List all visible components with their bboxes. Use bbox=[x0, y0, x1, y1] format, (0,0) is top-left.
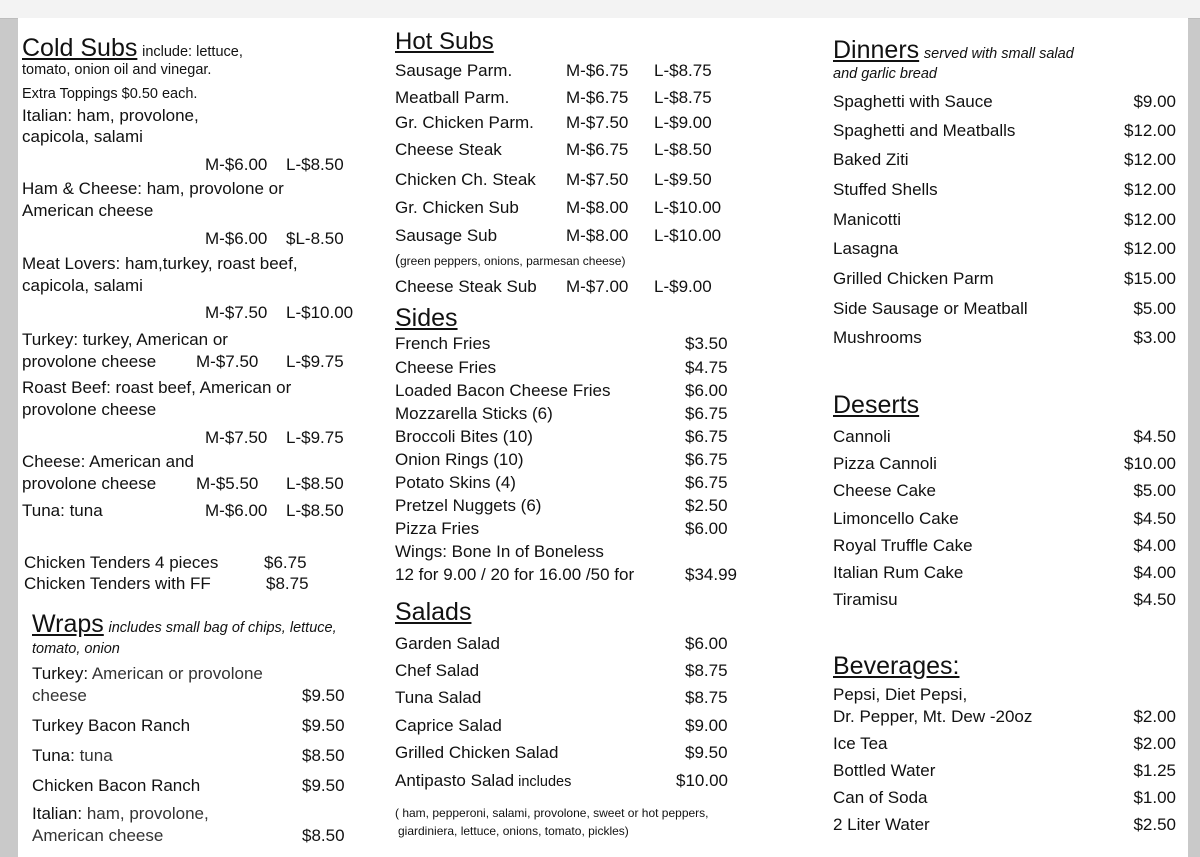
italian-wrap-name: Italian: bbox=[32, 804, 83, 823]
dinner-name: Side Sausage or Meatball bbox=[833, 299, 1028, 318]
tuna-wrap-desc: tuna bbox=[74, 746, 113, 765]
italian-medium-price: M-$6.00 bbox=[205, 155, 268, 174]
salad-price: $9.00 bbox=[685, 716, 728, 735]
dinner-price: $12.00 bbox=[1124, 180, 1176, 199]
sausage-note-paren: ( bbox=[395, 252, 400, 269]
italian-large-price: L-$8.50 bbox=[286, 155, 344, 174]
chicken-bacon-ranch-wrap: Chicken Bacon Ranch bbox=[32, 776, 201, 795]
cold-subs-note: include: lettuce, bbox=[142, 44, 243, 60]
hot-sub-name: Gr. Chicken Parm. bbox=[395, 113, 534, 132]
salad-name: Caprice Salad bbox=[395, 716, 502, 735]
hot-sub-large-price: L-$9.00 bbox=[654, 113, 712, 132]
hot-sub-medium-price: M-$7.50 bbox=[566, 113, 629, 132]
side-name: Mozzarella Sticks (6) bbox=[395, 404, 553, 423]
beverage-price: $1.25 bbox=[1133, 761, 1176, 780]
turkey-wrap-price: $9.50 bbox=[302, 686, 345, 705]
soda-20oz-line2: Dr. Pepper, Mt. Dew -20oz bbox=[833, 707, 1033, 726]
italian-desc-line1: Italian: ham, provolone, bbox=[22, 106, 199, 125]
turkey-wrap-line2: cheese bbox=[32, 686, 87, 705]
salad-price: $8.75 bbox=[685, 661, 728, 680]
beverage-name: Bottled Water bbox=[833, 761, 936, 780]
salad-name: Grilled Chicken Salad bbox=[395, 743, 559, 762]
antipasto-includes: includes bbox=[514, 774, 572, 790]
side-name: Onion Rings (10) bbox=[395, 450, 524, 469]
tuna-wrap-price: $8.50 bbox=[302, 746, 345, 765]
salad-name: Tuna Salad bbox=[395, 688, 482, 707]
dinner-name: Manicotti bbox=[833, 210, 902, 229]
hot-sub-large-price: L-$10.00 bbox=[654, 226, 722, 245]
roast-beef-desc-line1: Roast Beef: roast beef, American or bbox=[22, 378, 292, 397]
cold-subs-title: Cold Subs bbox=[22, 34, 138, 62]
salads-title: Salads bbox=[395, 598, 472, 626]
sides-title: Sides bbox=[395, 304, 458, 332]
ham-cheese-large-price: $L-8.50 bbox=[286, 229, 344, 248]
wraps-note: includes small bag of chips, lettuce, bbox=[108, 620, 337, 636]
beverage-name: Ice Tea bbox=[833, 734, 888, 753]
desert-price: $4.50 bbox=[1133, 509, 1176, 528]
ham-cheese-desc-line1: Ham & Cheese: ham, provolone or bbox=[22, 179, 284, 198]
tuna-sub-medium-price: M-$6.00 bbox=[205, 501, 268, 520]
dinner-name: Baked Ziti bbox=[833, 150, 909, 169]
side-price: $6.00 bbox=[685, 519, 728, 538]
hot-sub-large-price: L-$8.50 bbox=[654, 140, 712, 159]
cheese-sub-desc-line2: provolone cheese bbox=[22, 474, 157, 493]
hot-subs-title: Hot Subs bbox=[395, 28, 494, 55]
hot-sub-name: Gr. Chicken Sub bbox=[395, 198, 519, 217]
turkey-bacon-ranch-wrap: Turkey Bacon Ranch bbox=[32, 716, 191, 735]
desert-name: Cannoli bbox=[833, 427, 891, 446]
roast-beef-medium-price: M-$7.50 bbox=[205, 428, 268, 447]
soda-20oz-line1: Pepsi, Diet Pepsi, bbox=[833, 685, 968, 704]
side-name: Potato Skins (4) bbox=[395, 473, 516, 492]
hot-sub-large-price: L-$10.00 bbox=[654, 198, 722, 217]
meat-lovers-desc-line1: Meat Lovers: ham,turkey, roast beef, bbox=[22, 254, 298, 273]
chicken-tenders-4-price: $6.75 bbox=[264, 553, 307, 572]
dinner-name: Mushrooms bbox=[833, 328, 922, 347]
desert-name: Royal Truffle Cake bbox=[833, 536, 973, 555]
hot-sub-large-price: L-$9.00 bbox=[654, 277, 712, 296]
wraps-title: Wraps bbox=[32, 610, 104, 638]
deserts-title: Deserts bbox=[833, 391, 920, 419]
chicken-tenders-ff-label: Chicken Tenders with FF bbox=[24, 574, 211, 593]
italian-wrap-line2: American cheese bbox=[32, 826, 164, 845]
wings-label: Wings: Bone In of Boneless bbox=[395, 542, 604, 561]
antipasto-salad-name: Antipasto Salad bbox=[395, 771, 515, 790]
beverage-name: 2 Liter Water bbox=[833, 815, 930, 834]
salad-price: $9.50 bbox=[685, 743, 728, 762]
side-name: Broccoli Bites (10) bbox=[395, 427, 533, 446]
salad-name: Garden Salad bbox=[395, 634, 500, 653]
side-price: $4.75 bbox=[685, 358, 728, 377]
italian-desc-line2: capicola, salami bbox=[22, 127, 143, 146]
chicken-tenders-ff-price: $8.75 bbox=[266, 574, 309, 593]
hot-sub-medium-price: M-$8.00 bbox=[566, 226, 629, 245]
dinner-name: Grilled Chicken Parm bbox=[833, 269, 994, 288]
desert-price: $5.00 bbox=[1133, 481, 1176, 500]
dinner-name: Stuffed Shells bbox=[833, 180, 938, 199]
viewer-top-bar bbox=[0, 0, 1200, 19]
side-name: Loaded Bacon Cheese Fries bbox=[395, 381, 611, 400]
turkey-bacon-ranch-price: $9.50 bbox=[302, 716, 345, 735]
desert-name: Cheese Cake bbox=[833, 481, 937, 500]
salad-price: $8.75 bbox=[685, 688, 728, 707]
soda-20oz-price: $2.00 bbox=[1133, 707, 1176, 726]
meat-lovers-large-price: L-$10.00 bbox=[286, 303, 354, 322]
dinners-note: served with small salad bbox=[923, 46, 1074, 62]
dinner-price: $9.00 bbox=[1133, 92, 1176, 111]
dinner-price: $12.00 bbox=[1124, 150, 1176, 169]
side-price: $2.50 bbox=[685, 496, 728, 515]
side-price: $6.75 bbox=[685, 427, 728, 446]
hot-sub-name: Cheese Steak bbox=[395, 140, 502, 159]
sausage-note-text: green peppers, onions, parmesan cheese) bbox=[400, 254, 626, 268]
hot-sub-medium-price: M-$6.75 bbox=[566, 61, 629, 80]
hot-sub-large-price: L-$8.75 bbox=[654, 61, 712, 80]
turkey-wrap-name: Turkey: bbox=[32, 664, 89, 683]
wings-quantities: 12 for 9.00 / 20 for 16.00 /50 for bbox=[395, 565, 635, 584]
hot-sub-large-price: L-$9.50 bbox=[654, 170, 712, 189]
tuna-wrap-name: Tuna: bbox=[32, 746, 75, 765]
dinner-name: Lasagna bbox=[833, 239, 899, 258]
dinner-name: Spaghetti and Meatballs bbox=[833, 121, 1016, 140]
chicken-tenders-4-label: Chicken Tenders 4 pieces bbox=[24, 553, 219, 572]
italian-wrap-price: $8.50 bbox=[302, 826, 345, 845]
chicken-bacon-ranch-price: $9.50 bbox=[302, 776, 345, 795]
dinner-price: $12.00 bbox=[1124, 210, 1176, 229]
cheese-sub-large-price: L-$8.50 bbox=[286, 474, 344, 493]
turkey-wrap-desc: American or provolone bbox=[88, 664, 263, 683]
hot-sub-name: Cheese Steak Sub bbox=[395, 277, 537, 296]
desert-price: $4.00 bbox=[1133, 563, 1176, 582]
side-price: $6.75 bbox=[685, 404, 728, 423]
ham-cheese-desc-line2: American cheese bbox=[22, 201, 154, 220]
hot-sub-name: Sausage Parm. bbox=[395, 61, 513, 80]
extra-toppings-note: Extra Toppings $0.50 each. bbox=[22, 86, 198, 102]
side-price: $6.00 bbox=[685, 381, 728, 400]
cold-subs-note-line2: tomato, onion oil and vinegar. bbox=[22, 62, 212, 78]
meat-lovers-medium-price: M-$7.50 bbox=[205, 303, 268, 322]
desert-name: Tiramisu bbox=[833, 590, 898, 609]
hot-sub-name: Sausage Sub bbox=[395, 226, 498, 245]
hot-sub-medium-price: M-$6.75 bbox=[566, 140, 629, 159]
cheese-sub-desc-line1: Cheese: American and bbox=[22, 452, 194, 471]
hot-sub-medium-price: M-$7.50 bbox=[566, 170, 629, 189]
beverages-title: Beverages: bbox=[833, 652, 960, 680]
beverage-name: Can of Soda bbox=[833, 788, 928, 807]
side-price: $3.50 bbox=[685, 334, 728, 353]
tuna-wrap-line bbox=[32, 746, 113, 766]
dinners-note-line2: and garlic bread bbox=[833, 66, 937, 82]
tuna-sub-large-price: L-$8.50 bbox=[286, 501, 344, 520]
roast-beef-large-price: L-$9.75 bbox=[286, 428, 344, 447]
menu-page bbox=[18, 18, 1188, 857]
desert-price: $4.00 bbox=[1133, 536, 1176, 555]
hot-sub-large-price: L-$8.75 bbox=[654, 88, 712, 107]
beverage-price: $2.00 bbox=[1133, 734, 1176, 753]
dinner-price: $15.00 bbox=[1124, 269, 1176, 288]
beverage-price: $2.50 bbox=[1133, 815, 1176, 834]
dinner-price: $3.00 bbox=[1133, 328, 1176, 347]
hot-sub-name: Meatball Parm. bbox=[395, 88, 510, 107]
dinners-heading bbox=[833, 36, 1074, 64]
wraps-note-line2: tomato, onion bbox=[32, 641, 120, 657]
antipasto-salad-price: $10.00 bbox=[676, 771, 728, 790]
antipasto-salad-line bbox=[395, 771, 571, 792]
sausage-sub-note bbox=[395, 250, 625, 271]
side-name: Pretzel Nuggets (6) bbox=[395, 496, 542, 515]
desert-price: $4.50 bbox=[1133, 590, 1176, 609]
desert-name: Italian Rum Cake bbox=[833, 563, 964, 582]
italian-wrap-desc: ham, provolone, bbox=[82, 804, 209, 823]
hot-sub-medium-price: M-$7.00 bbox=[566, 277, 629, 296]
side-name: French Fries bbox=[395, 334, 491, 353]
hot-sub-name: Chicken Ch. Steak bbox=[395, 170, 536, 189]
hot-sub-medium-price: M-$6.75 bbox=[566, 88, 629, 107]
turkey-wrap-line1 bbox=[32, 664, 263, 684]
salad-name: Chef Salad bbox=[395, 661, 480, 680]
ham-cheese-medium-price: M-$6.00 bbox=[205, 229, 268, 248]
turkey-medium-price: M-$7.50 bbox=[196, 352, 259, 371]
desert-name: Limoncello Cake bbox=[833, 509, 959, 528]
dinner-price: $12.00 bbox=[1124, 239, 1176, 258]
desert-price: $10.00 bbox=[1124, 454, 1176, 473]
tuna-sub-desc: Tuna: tuna bbox=[22, 501, 103, 520]
dinner-price: $5.00 bbox=[1133, 299, 1176, 318]
wings-price: $34.99 bbox=[685, 565, 737, 584]
side-name: Cheese Fries bbox=[395, 358, 497, 377]
dinners-title: Dinners bbox=[833, 36, 920, 64]
antipasto-note-line1: ( ham, pepperoni, salami, provolone, sweet or hot peppers, bbox=[395, 806, 709, 820]
antipasto-note-line2: giardiniera, lettuce, onions, tomato, pickles) bbox=[398, 824, 629, 838]
side-price: $6.75 bbox=[685, 450, 728, 469]
salad-price: $6.00 bbox=[685, 634, 728, 653]
turkey-large-price: L-$9.75 bbox=[286, 352, 344, 371]
desert-name: Pizza Cannoli bbox=[833, 454, 937, 473]
cold-subs-heading bbox=[22, 34, 243, 62]
italian-wrap-line1 bbox=[32, 804, 209, 824]
wraps-heading bbox=[32, 610, 337, 638]
cheese-sub-medium-price: M-$5.50 bbox=[196, 474, 259, 493]
turkey-desc-line2: provolone cheese bbox=[22, 352, 157, 371]
desert-price: $4.50 bbox=[1133, 427, 1176, 446]
side-price: $6.75 bbox=[685, 473, 728, 492]
roast-beef-desc-line2: provolone cheese bbox=[22, 400, 157, 419]
dinner-name: Spaghetti with Sauce bbox=[833, 92, 993, 111]
beverage-price: $1.00 bbox=[1133, 788, 1176, 807]
turkey-desc-line1: Turkey: turkey, American or bbox=[22, 330, 228, 349]
meat-lovers-desc-line2: capicola, salami bbox=[22, 276, 143, 295]
dinner-price: $12.00 bbox=[1124, 121, 1176, 140]
hot-sub-medium-price: M-$8.00 bbox=[566, 198, 629, 217]
side-name: Pizza Fries bbox=[395, 519, 480, 538]
